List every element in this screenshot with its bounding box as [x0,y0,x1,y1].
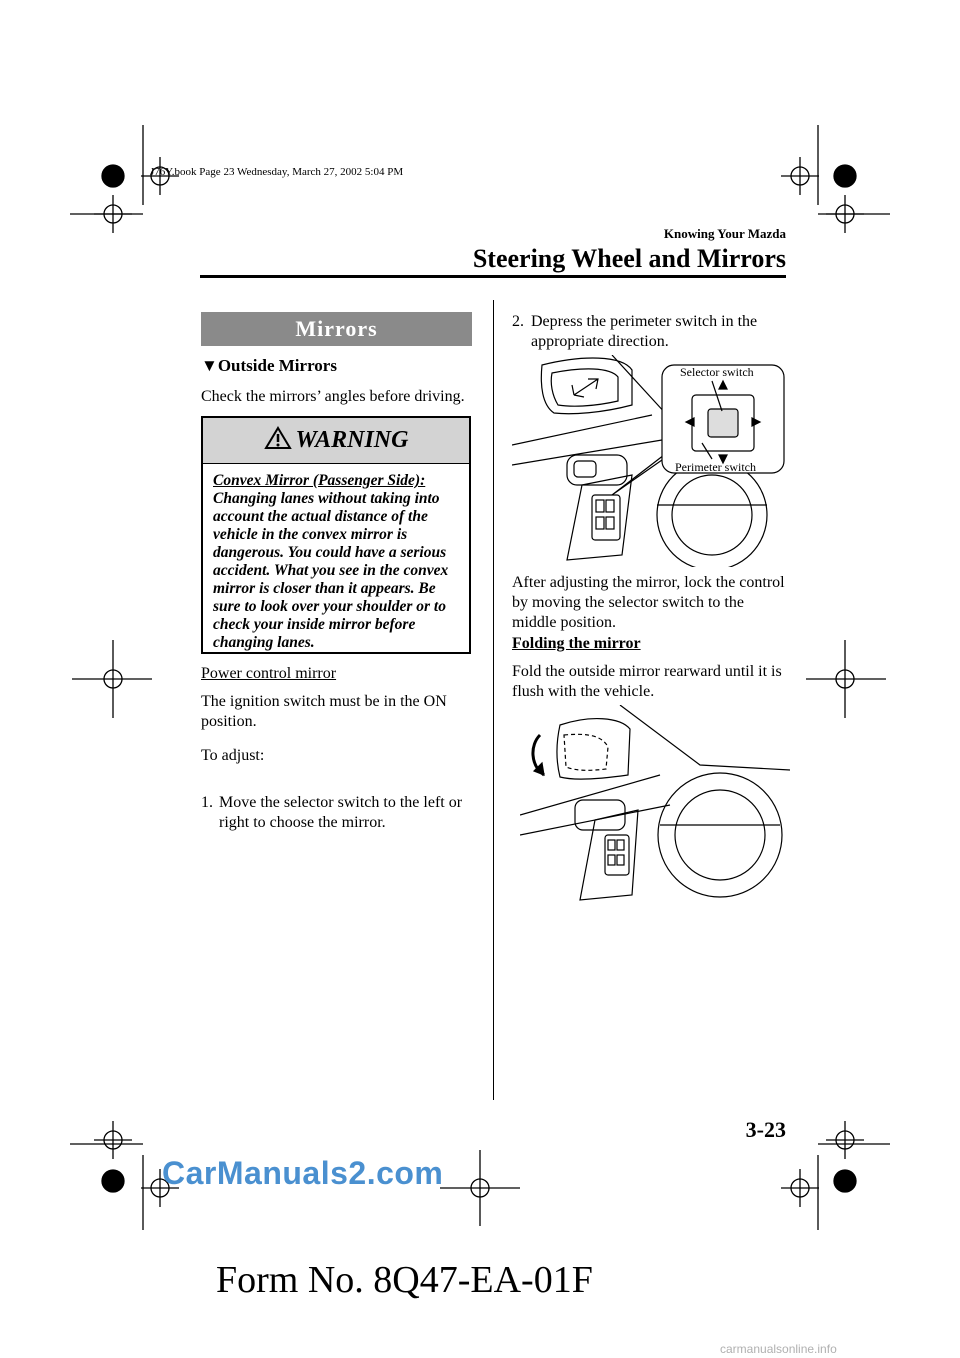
folding-heading: Folding the mirror [512,635,641,652]
selector-switch-label: Selector switch [680,365,754,379]
step-2-number: 2. [512,313,524,330]
perimeter-switch-label: Perimeter switch [675,460,756,474]
form-number: Form No. 8Q47-EA-01F [216,1259,593,1301]
warning-label: WARNING [295,427,409,453]
footer-site-link[interactable]: carmanualsonline.info [720,1342,837,1356]
subsection-title: Outside Mirrors [217,356,337,375]
file-stamp: J76Y.book Page 23 Wednesday, March 27, 2002 5:04 PM [150,166,404,178]
mirror-control-illustration [512,355,792,567]
page-number: 3-23 [745,1117,786,1142]
step-2-text: Depress the perimeter switch in the appropriate direction. [531,313,758,350]
ignition-text: The ignition switch must be in the ON position. [201,693,447,730]
warning-body [213,472,463,652]
step-1-number: 1. [201,794,213,811]
header-rule [200,275,786,278]
after-adjust-text: After adjusting the mirror, lock the control by moving the selector switch to the middle position. [512,574,785,631]
triangle-marker-icon: ▼ [201,356,218,375]
subsection-heading [201,356,337,376]
warning-header [203,418,469,464]
section-band: Mirrors [201,312,472,346]
power-mirror-heading: Power control mirror [201,665,337,682]
intro-text: Check the mirrors’ angles before driving. [201,388,465,405]
page-title: Steering Wheel and Mirrors [472,244,786,273]
warning-triangle-icon [264,426,292,450]
warning-text: Changing lanes without taking into account the actual distance of the vehicle in the convex mirror is dangerous. You could have a serious accident. What you see in the convex mirror is closer than it appears. Be sure to look over your shoulder or to check your inside mirror before changing lanes. [213,490,449,651]
to-adjust-text: To adjust: [201,747,265,764]
folding-mirror-illustration [520,705,790,913]
watermark-link[interactable]: CarManuals2.com [162,1155,444,1191]
chapter-name: Knowing Your Mazda [663,226,786,241]
warning-title: Convex Mirror (Passenger Side): [213,472,426,489]
step-1-text: Move the selector switch to the left or right to choose the mirror. [219,794,463,831]
folding-text: Fold the outside mirror rearward until it is flush with the vehicle. [512,663,782,700]
column-divider [493,300,494,1100]
